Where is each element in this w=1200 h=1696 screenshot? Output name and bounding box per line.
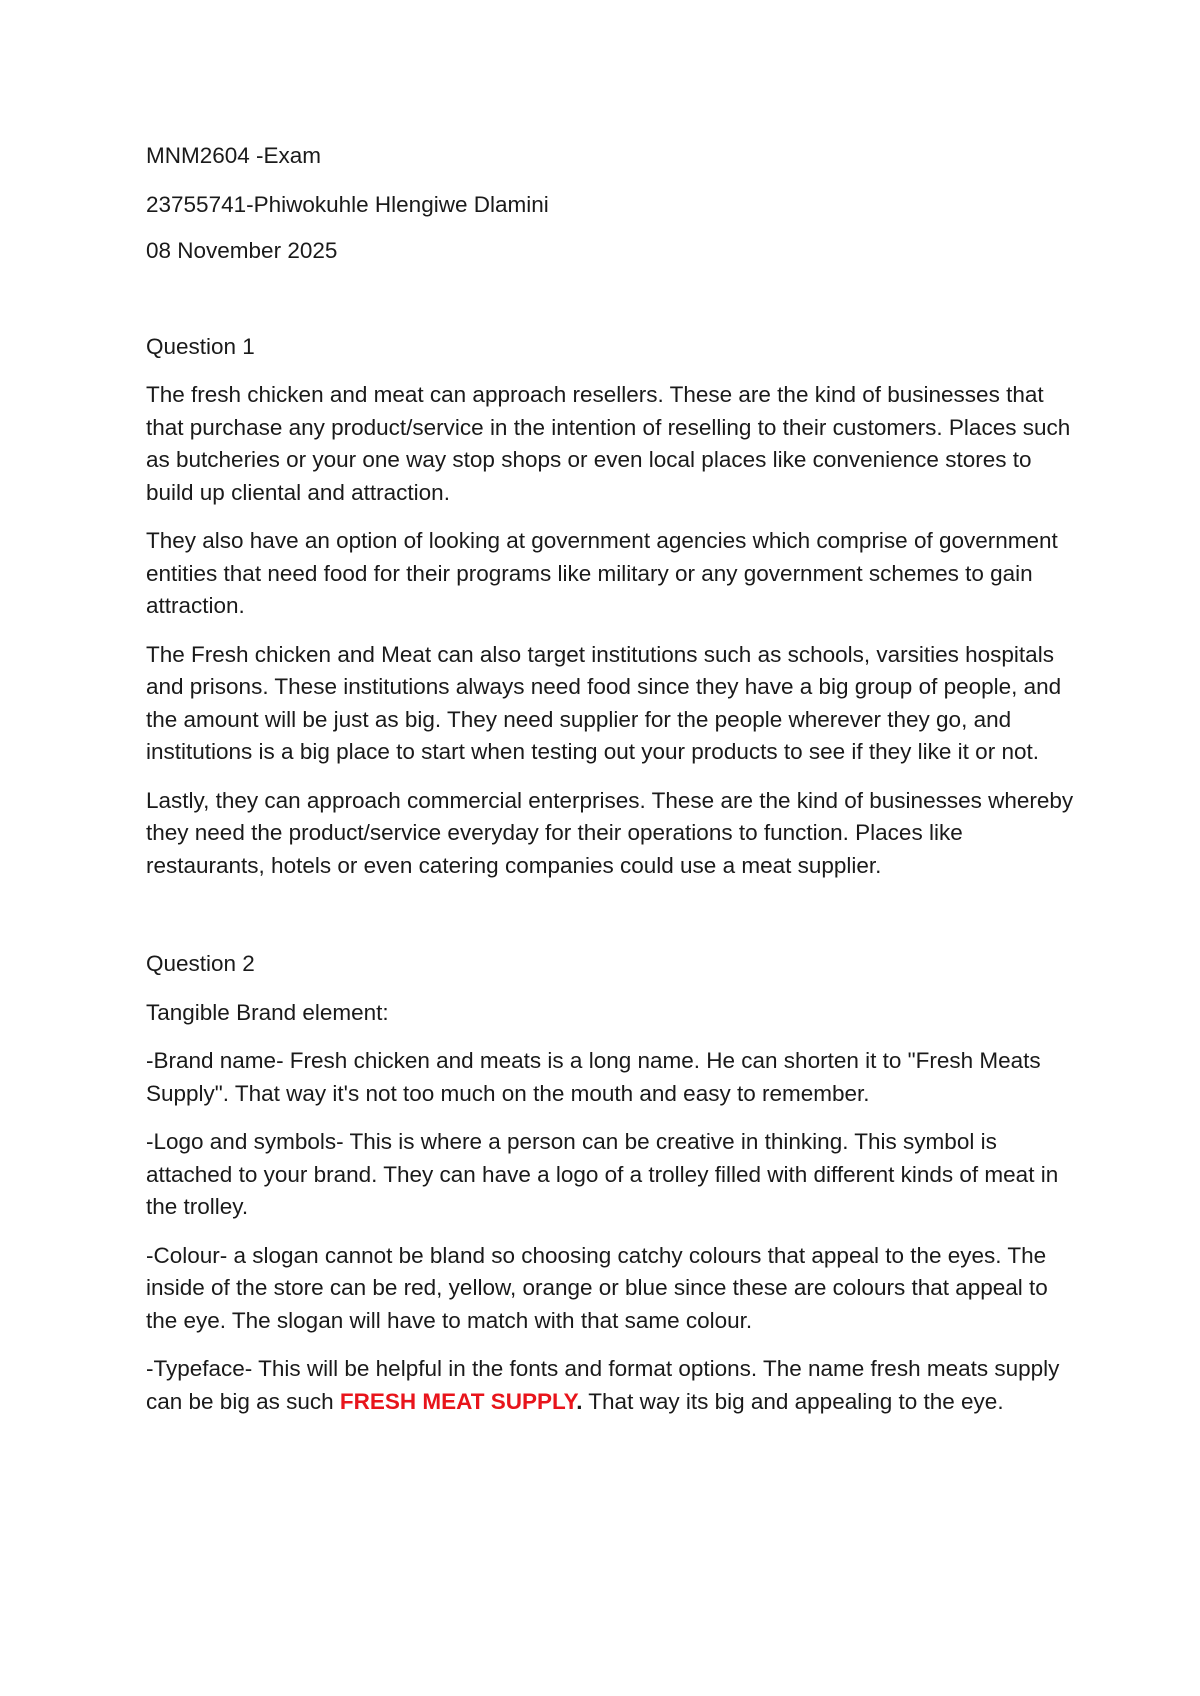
question-2-title: Question 2: [146, 951, 255, 976]
question-2-paragraph-brand-name: -Brand name- Fresh chicken and meats is a long name. He can shorten it to "Fresh Meats Supply". That way it's not too much on the mouth and easy to remember.: [146, 1048, 1041, 1106]
question-2-paragraph-colour: -Colour- a slogan cannot be bland so choosing catchy colours that appeal to the eyes. The inside of the store can be red, yellow, orange or blue since these are colours that appeal to the eye. The slogan will have to match with that same colour.: [146, 1242, 1048, 1333]
document-page: [146, 140, 1076, 1418]
question-1-title: Question 1: [146, 333, 255, 359]
question-2-paragraph-typeface: [146, 1353, 1076, 1418]
question-2-subtitle: Tangible Brand element:: [146, 999, 389, 1025]
typeface-text-before: -Typeface- This will be helpful in the fonts and format options. The name fresh meats supply can be big as such: [146, 1356, 1060, 1414]
question-1-paragraph-commercial: Lastly, they can approach commercial enterprises. These are the kind of businesses whereby they need the product/service everyday for their operations to function. Places like restaurants, hotels or even catering companies could use a meat supplier.: [146, 787, 1074, 878]
question-2-paragraph-logo: -Logo and symbols- This is where a person can be creative in thinking. This symbol is attached to your brand. They can have a logo of a trolley filled with different kinds of meat in the trolley.: [146, 1129, 1059, 1219]
question-1-paragraph-institutions: The Fresh chicken and Meat can also target institutions such as schools, varsities hospitals and prisons. These institutions always need food since they have a big group of people, and the amount will be just as big. They need supplier for the people wherever they go, and institutions is a big place to start when testing out your products to see if they like it or not.: [146, 641, 1062, 764]
brand-highlight-text: FRESH MEAT SUPPLY: [339, 1388, 577, 1414]
student-name: 23755741-Phiwokuhle Hlengiwe Dlamini: [146, 191, 549, 217]
brand-highlight-period: .: [576, 1388, 583, 1414]
question-1-paragraph-government: They also have an option of looking at government agencies which comprise of government entities that need food for their programs like military or any government schemes to gain attraction.: [146, 528, 1058, 618]
exam-date: 08 November 2025: [146, 238, 338, 263]
course-code: MNM2604 -Exam: [146, 143, 322, 168]
question-1-paragraph-resellers: The fresh chicken and meat can approach resellers. These are the kind of businesses that that purchase any product/service in the intention of reselling to their customers. Places such as butcheries or your one way stop shops or even local places like convenience stores to build up cliental and attraction.: [146, 382, 1071, 505]
typeface-text-after: That way its big and appealing to the eye.: [582, 1388, 1004, 1414]
